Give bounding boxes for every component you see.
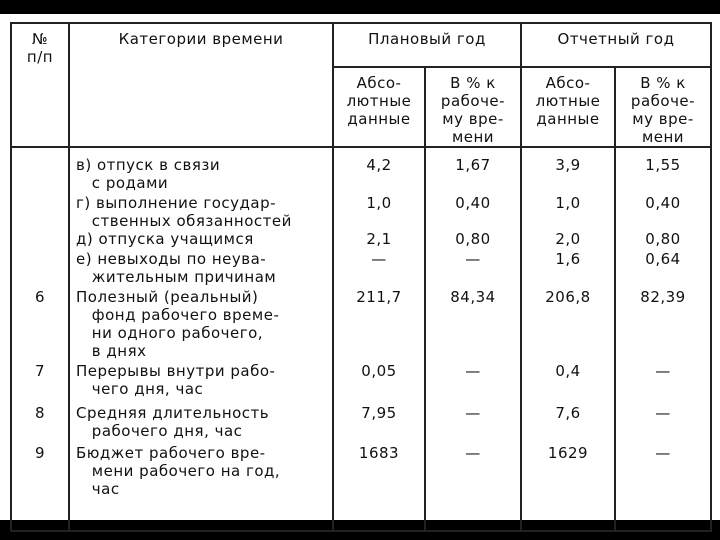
time-budget-table	[10, 22, 712, 532]
report-pct-value: —	[655, 444, 671, 462]
row-category: г) выполнение государ- ственных обязанностей	[76, 194, 292, 230]
row-category: Средняя длительность рабочего дня, час	[76, 404, 270, 440]
report-abs-value: 1,6	[555, 250, 581, 268]
plan-abs-value: —	[371, 250, 387, 268]
row-category: Бюджет рабочего вре- мени рабочего на год, час	[76, 444, 281, 498]
header-plan-abs: Абсо- лютные данные	[333, 67, 425, 147]
row-category: Полезный (реальный) фонд рабочего време- ни одного рабочего, в днях	[76, 288, 280, 360]
row-number: 9	[34, 444, 46, 462]
report-pct-value: 0,64	[645, 250, 681, 268]
report-abs-value: 7,6	[555, 404, 581, 422]
report-abs-value: 3,9	[555, 156, 581, 174]
header-report-abs: Абсо- лютные данные	[521, 67, 615, 147]
column-category	[69, 147, 333, 531]
plan-abs-value: 1,0	[366, 194, 392, 212]
plan-abs-value: 7,95	[361, 404, 397, 422]
plan-pct-value: —	[465, 250, 481, 268]
row-number: 6	[34, 288, 46, 306]
report-abs-value: 1,0	[555, 194, 581, 212]
report-pct-value: —	[655, 362, 671, 380]
report-pct-value: 0,80	[645, 230, 681, 248]
column-plan-abs	[333, 147, 425, 531]
plan-pct-value: —	[465, 404, 481, 422]
report-abs-value: 2,0	[555, 230, 581, 248]
report-pct-value: —	[655, 404, 671, 422]
header-category: Категории времени	[69, 23, 333, 147]
report-pct-value: 1,55	[645, 156, 681, 174]
header-report-year: Отчетный год	[521, 23, 711, 67]
row-category: Перерывы внутри рабо- чего дня, час	[76, 362, 276, 398]
report-abs-value: 1629	[547, 444, 589, 462]
plan-pct-value: 84,34	[450, 288, 496, 306]
plan-pct-value: 0,40	[455, 194, 491, 212]
row-number: 7	[34, 362, 46, 380]
plan-pct-value: 0,80	[455, 230, 491, 248]
row-number: 8	[34, 404, 46, 422]
report-abs-value: 0,4	[555, 362, 581, 380]
plan-abs-value: 2,1	[366, 230, 392, 248]
plan-abs-value: 4,2	[366, 156, 392, 174]
plan-pct-value: —	[465, 444, 481, 462]
document-page	[0, 14, 720, 520]
column-plan-pct	[425, 147, 521, 531]
report-abs-value: 206,8	[545, 288, 591, 306]
plan-abs-value: 1683	[358, 444, 400, 462]
column-report-abs	[521, 147, 615, 531]
plan-pct-value: 1,67	[455, 156, 491, 174]
header-number: № п/п	[11, 23, 69, 147]
header-plan-pct: В % к рабоче- му вре- мени	[425, 67, 521, 147]
column-number	[11, 147, 69, 531]
plan-pct-value: —	[465, 362, 481, 380]
row-category: в) отпуск в связи с родами	[76, 156, 221, 192]
row-category: е) невыходы по неува- жительным причинам	[76, 250, 277, 286]
header-plan-year: Плановый год	[333, 23, 521, 67]
column-report-pct	[615, 147, 711, 531]
report-pct-value: 0,40	[645, 194, 681, 212]
plan-abs-value: 211,7	[356, 288, 402, 306]
header-report-pct: В % к рабоче- му вре- мени	[615, 67, 711, 147]
plan-abs-value: 0,05	[361, 362, 397, 380]
row-category: д) отпуска учащимся	[76, 230, 254, 248]
report-pct-value: 82,39	[640, 288, 686, 306]
